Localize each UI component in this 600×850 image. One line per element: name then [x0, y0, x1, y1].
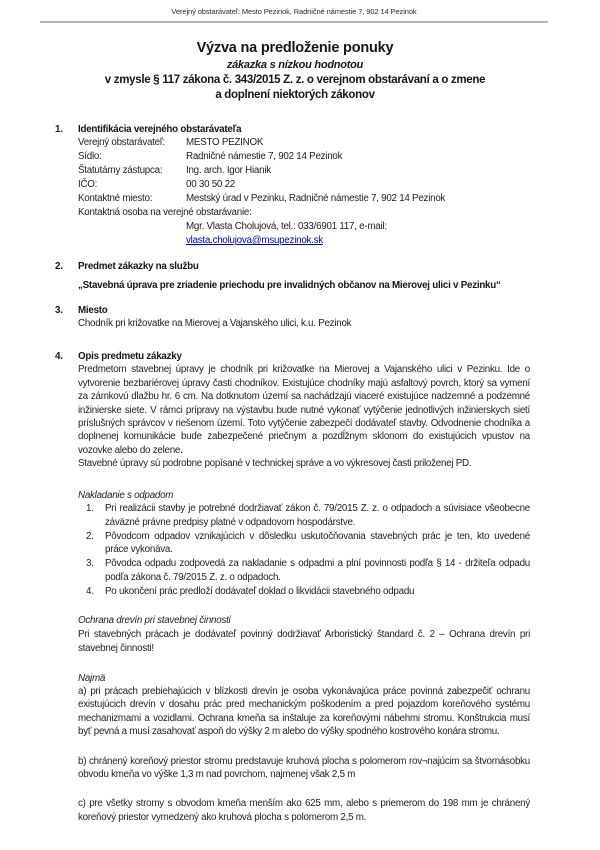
waste-item-text: Po ukončení prác predloží dodávateľ doklad o likvidácii stavebného odpadu	[105, 585, 415, 597]
field-value: MESTO PEZINOK	[186, 137, 264, 149]
field-value: Ing. arch. Igor Hianik	[186, 165, 271, 177]
waste-item	[78, 557, 530, 585]
field-row-authority	[78, 136, 530, 150]
field-label: IČO:	[78, 179, 98, 191]
waste-block	[78, 489, 530, 599]
contact-email-row	[186, 234, 530, 248]
section-2-title: Predmet zákazky na službu	[78, 261, 199, 272]
section-3-number: 3.	[55, 305, 63, 316]
section-1-number: 1.	[55, 124, 63, 135]
waste-list	[78, 502, 530, 599]
section-4-body	[78, 363, 530, 824]
section-4-title: Opis predmetu zákazky	[78, 351, 182, 362]
field-row-ico	[78, 178, 530, 192]
title-block	[40, 40, 550, 103]
section-4-number: 4.	[55, 351, 63, 362]
section-2-number: 2.	[55, 261, 63, 272]
trees-heading: Ochrana drevín pri stavebnej činnosti	[78, 614, 231, 626]
email-link[interactable]: vlasta.cholujova@msupezinok.sk	[186, 235, 323, 247]
najma-heading: Najmä	[78, 672, 106, 684]
section-3-body	[78, 317, 530, 330]
section-3-title: Miesto	[78, 305, 108, 316]
field-label: Sídlo:	[78, 151, 102, 163]
field-label: Štatutárny zástupca:	[78, 165, 163, 177]
place-text: Chodník pri križovatke na Mierovej a Vajanského ulici, k.u. Pezinok	[78, 318, 352, 330]
section-identification	[55, 123, 530, 248]
section-2-heading-row	[55, 260, 530, 273]
document-subtitle: zákazka s nízkou hodnotou	[226, 59, 364, 71]
section-place	[55, 304, 530, 331]
field-label: Kontaktné miesto:	[78, 193, 153, 205]
waste-item-text: Pôvodca odpadu zodpovedá za nakladanie s odpadmi a plní povinnosti podľa § 14 - držiteľa odpadu podľa zákona č. 79/2015 Z. z. o odpadoch.	[105, 558, 530, 584]
field-value: 00 30 50 22	[186, 179, 236, 191]
contact-heading: Kontaktná osoba na verejné obstarávanie:	[78, 207, 252, 219]
contact-person: Mgr. Vlasta Cholujová, tel.: 033/6901 117, e-mail:	[186, 221, 387, 233]
legal-reference-line-2: a doplnení niektorých zákonov	[215, 89, 375, 101]
page-header-text: Verejný obstarávateľ: Mesto Pezinok, Radničné námestie 7, 902 14 Pezinok	[171, 7, 417, 16]
description-paragraph-1: Predmetom stavebnej úpravy je chodník pri križovatke na Mierovej a Vajanského ulici v Pezinku. Ide o vytvorenie bezbariérovej úpravy časti chodníkov. Existujúce chodníky majú asfaltový povrch, ktorý sa vymení za zámkovú dlažbu hr. 6 cm. Na dotknutom území sa nachádzajú viaceré existujúce nadzemné a podzemné inžinierske siete. V rámci prípravy na výstavbu bude nutné vykonať vytýčenie jednotlivých inžinierskych sietí príslušných správcov v riešenom území. Toto vytýčenie zabezpečí dodávateľ stavby. Odvodnenie chodníka a doplnenej komunikácie bude zabezpečené priečnym a pozdĺžnym sklonom do existujúcich vpustov na vozovke alebo do zelene.	[78, 364, 530, 456]
waste-item	[78, 530, 530, 558]
section-2-body	[78, 279, 530, 292]
field-row-address	[78, 150, 530, 164]
subject-quote: „Stavebná úprava pre zriadenie priechodu pre invalidných občanov na Mierovej ulici v Pezinku“	[78, 280, 501, 292]
waste-item-number: 1.	[86, 503, 94, 515]
point-c: c) pre všetky stromy s obvodom kmeňa menším ako 625 mm, alebo s priemerom do 198 mm je chránený koreňový priestor vymedzený ako kruhová plocha s polomerom 2,5 m.	[78, 798, 530, 823]
waste-item-text: Pôvodcom odpadov vznikajúcich v dôsledku uskutočňovania stavebných prác je ten, kto uvedené práce vykonáva.	[105, 530, 530, 556]
point-a: a) pri prácach prebiehajúcich v blízkosti drevín je osoba vykonávajúca práce povinná zabezpečiť ochranu existujúcich drevín v dosahu prác pred mechanickým poškodením a pred pojazdom koreňového systému mechanizmami a vozidlami. Ochrana kmeňa sa inštaluje za koreňovými nábehmi stromu. Konštrukcia musí byť pevná a musí zasahovať aspoň do výšky 2 m alebo do výšky spodného kostrového konára stromu.	[78, 686, 530, 738]
field-row-representative	[78, 164, 530, 178]
header-divider	[40, 21, 548, 23]
section-1-title: Identifikácia verejného obstarávateľa	[78, 124, 242, 135]
field-row-contact-place	[78, 192, 530, 206]
waste-item-number: 2.	[86, 530, 94, 542]
document-title: Výzva na predloženie ponuky	[196, 40, 394, 56]
section-1-body	[78, 136, 530, 248]
section-4-heading-row	[55, 350, 530, 363]
waste-heading: Nakladanie s odpadom	[78, 489, 174, 501]
section-subject	[55, 260, 530, 293]
section-3-heading-row	[55, 304, 530, 317]
trees-block	[78, 614, 530, 656]
waste-item	[78, 502, 530, 530]
waste-item	[78, 585, 530, 599]
section-description	[55, 350, 530, 824]
section-1-heading-row	[55, 123, 530, 136]
field-value: Mestský úrad v Pezinku, Radničné námestie 7, 902 14 Pezinok	[186, 193, 446, 205]
najma-block	[78, 672, 530, 739]
point-b: b) chránený koreňový priestor stromu predstavuje kruhová plocha s polomerom rov¬najúcim sa štvornásobku obvodu kmeňa vo výške 1,3 m nad povrchom, najmenej však 2,5 m	[78, 755, 530, 781]
waste-item-text: Pri realizácii stavby je potrebné dodržiavať zákon č. 79/2015 Z. z. o odpadoch a súvisiace všeobecne záväzné právne predpisy platné v odpadovom hospodárstve.	[105, 503, 530, 528]
field-label: Verejný obstarávateľ:	[78, 137, 165, 149]
description-paragraph-2: Stavebné úpravy sú podrobne popísané v technickej správe a vo výkresovej časti priloženej PD.	[78, 458, 472, 470]
waste-item-number: 3.	[86, 558, 94, 570]
trees-text: Pri stavebných prácach je dodávateľ povinný dodržiavať Arboristický štandard č. 2 – Ochrana drevín pri stavebnej činnosti!	[78, 628, 530, 654]
field-value: Radničné námestie 7, 902 14 Pezinok	[186, 151, 343, 163]
waste-item-number: 4.	[86, 585, 94, 597]
legal-reference-line-1: v zmysle § 117 zákona č. 343/2015 Z. z. o verejnom obstarávaní a o zmene	[104, 74, 486, 86]
